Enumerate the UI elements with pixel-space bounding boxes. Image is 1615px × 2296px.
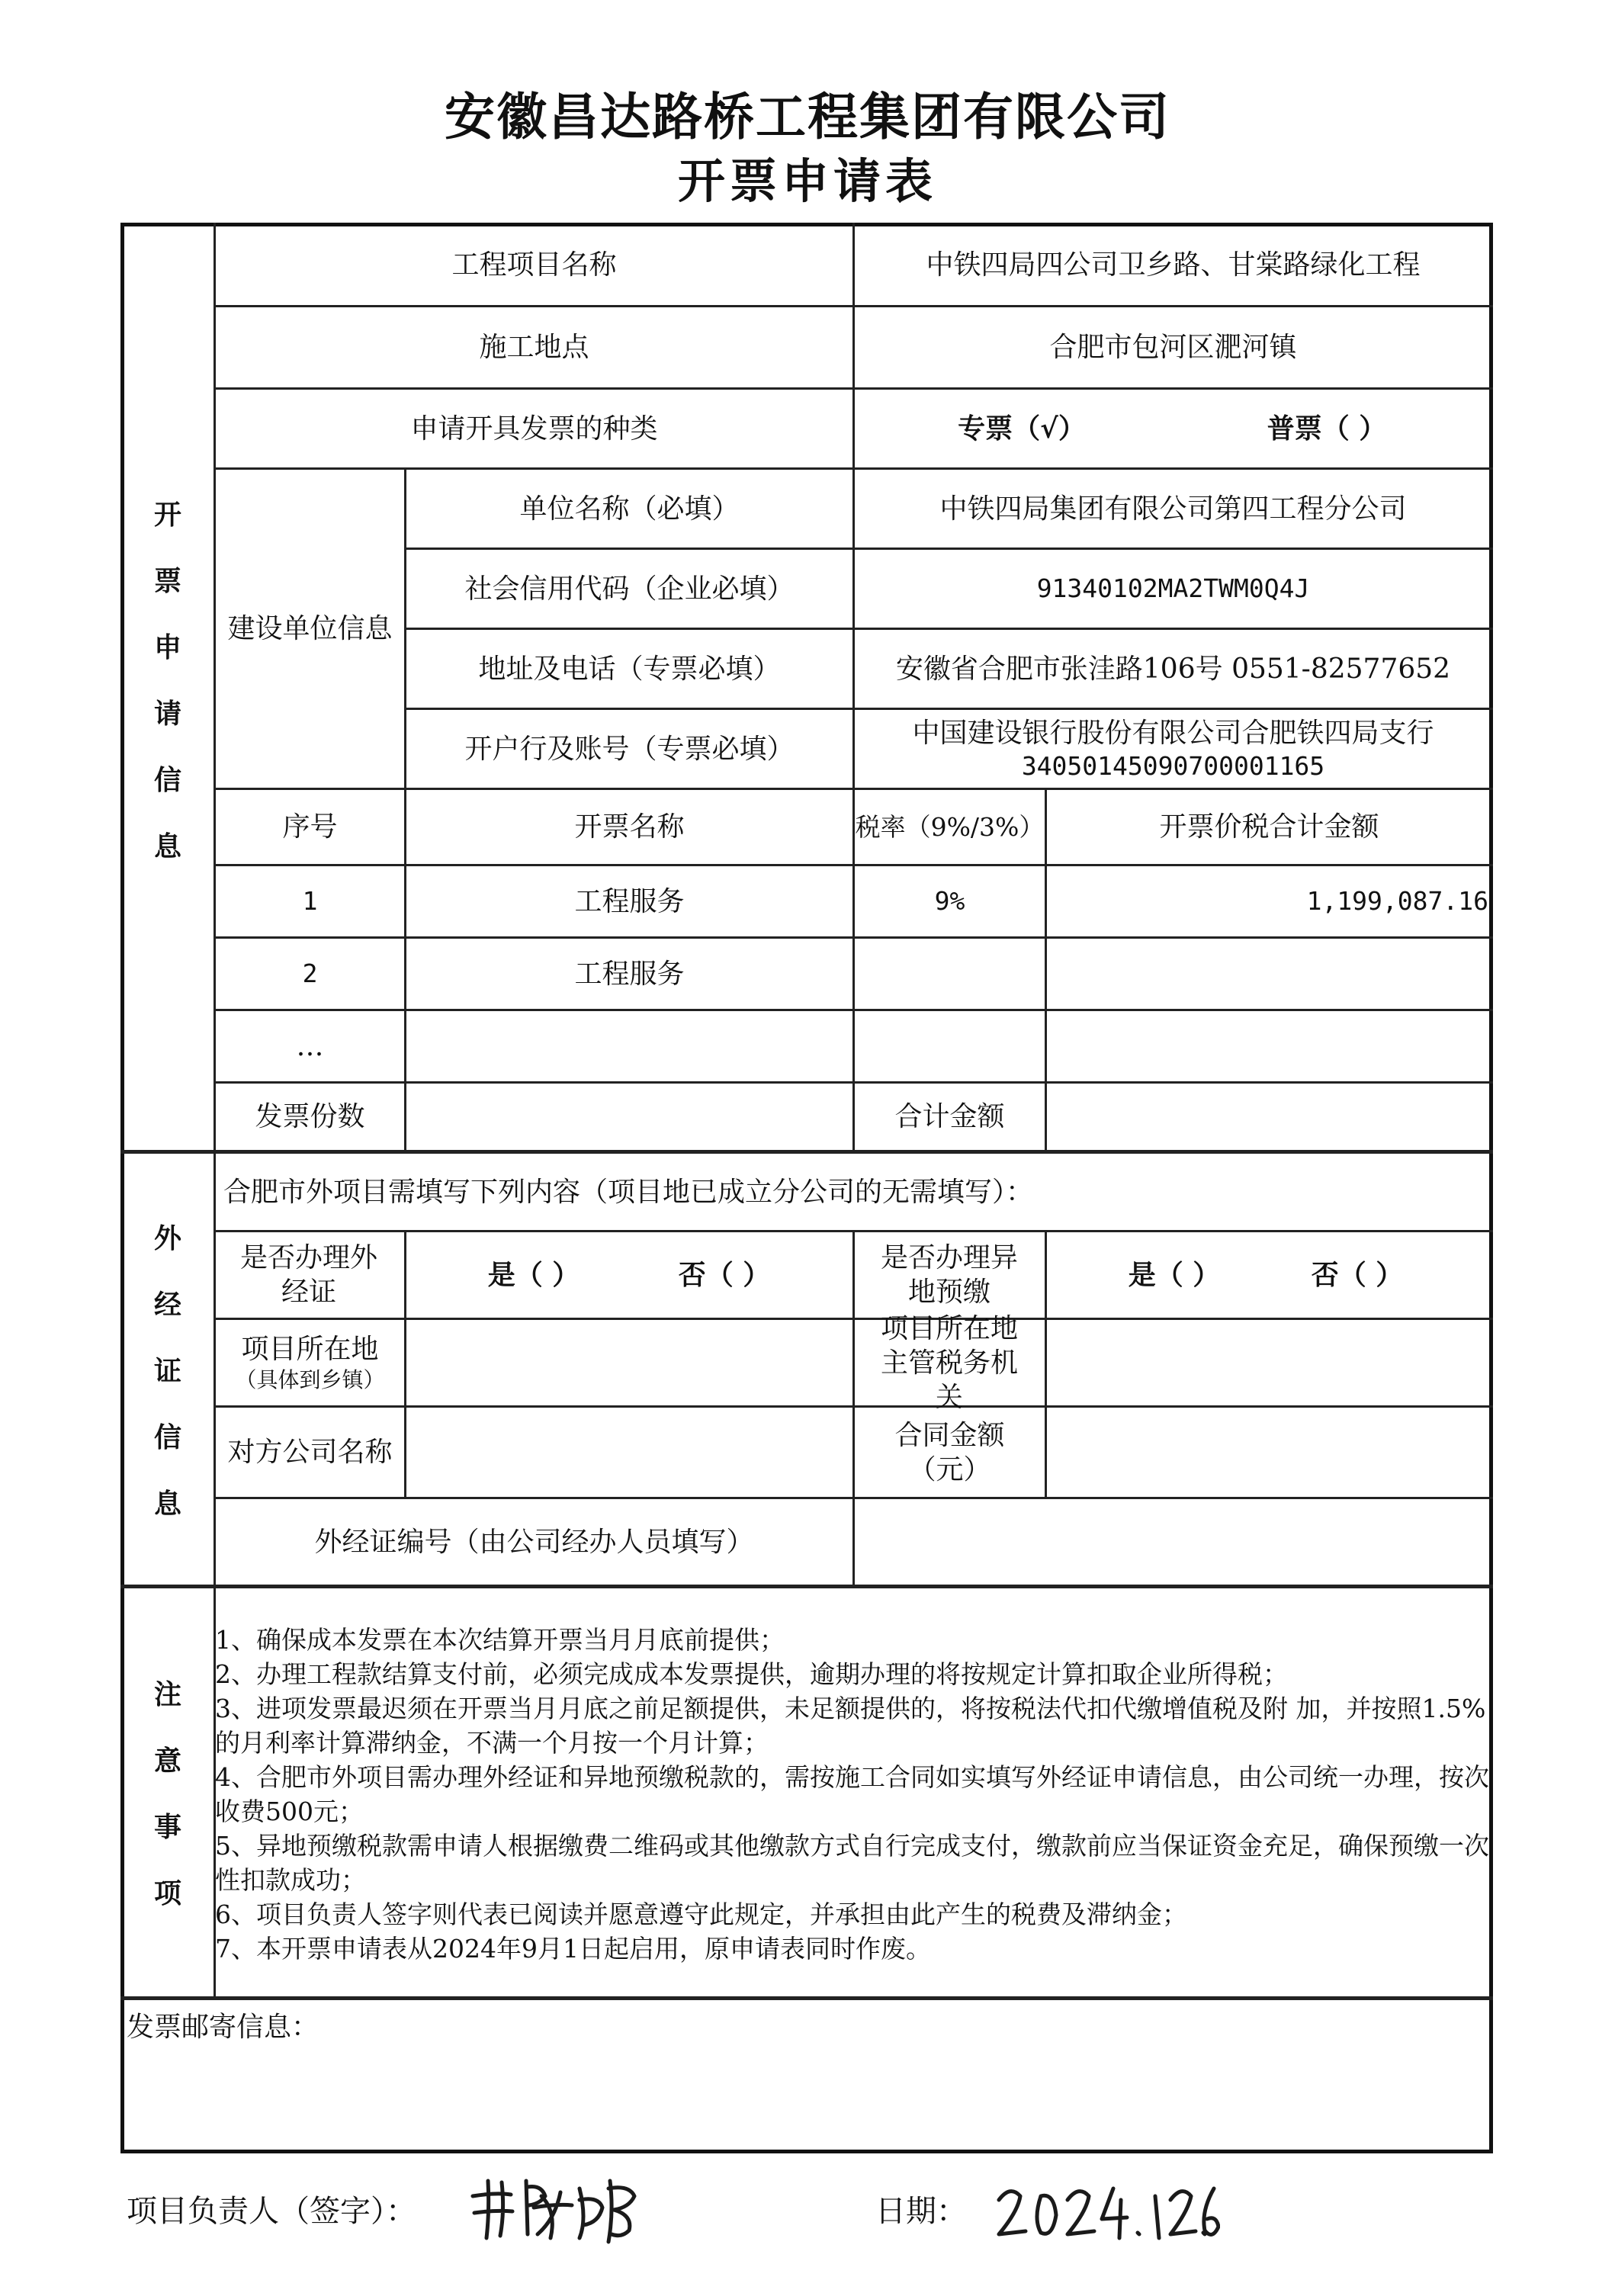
invoice-type-label: 申请开具发票的种类: [410, 413, 658, 445]
signature-image: [465, 2166, 648, 2249]
location-label-text: 项目所在地: [241, 1334, 379, 1365]
site-value: 合肥市包河区淝河镇: [1049, 332, 1297, 363]
outside-permit-no: 否（ ）: [678, 1258, 771, 1291]
note-item: 1、确保成本发票在本次结算开票当月月底前提供；: [215, 1625, 785, 1655]
note-item: 7、本开票申请表从2024年9月1日起启用，原申请表同时作废。: [215, 1934, 931, 1964]
row3-name: [406, 1011, 852, 1081]
project-name-label: 工程项目名称: [451, 249, 617, 281]
header-amount: 开票价税合计金额: [1159, 811, 1379, 843]
row3-amount: [1047, 1011, 1491, 1081]
unit-name-label: 单位名称（必填）: [519, 493, 740, 525]
location-sub-text: （具体到乡镇）: [235, 1367, 385, 1392]
header-name: 开票名称: [574, 811, 685, 843]
outside-permit-yes: 是（ ）: [487, 1258, 580, 1291]
notes-list: [215, 1623, 1493, 1966]
row1-seq: 1: [302, 886, 318, 917]
outside-permit-label: 是否办理外经证: [239, 1242, 377, 1308]
contract-amount-text: 合同金额: [894, 1419, 1005, 1451]
note-item: 2、办理工程款结算支付前，必须完成成本发票提供，逾期办理的将按规定计算扣取企业所得税；: [215, 1659, 1288, 1689]
row2-seq: 2: [302, 959, 318, 989]
row1-name: 工程服务: [574, 885, 685, 917]
company-title: 安徽昌达路桥工程集团有限公司: [445, 87, 1170, 146]
date-label: 日期：: [875, 2194, 967, 2229]
location-label: [216, 1320, 404, 1405]
note-item: 6、项目负责人签字则代表已阅读并愿意遵守此规定，并承担由此产生的税费及滞纳金；: [215, 1899, 1187, 1929]
prepay-label: 是否办理异地预缴: [880, 1242, 1018, 1308]
header-seq: 序号: [282, 811, 338, 843]
col-divider: [404, 1230, 406, 1497]
address-value: 安徽省合肥市张洼路106号 0551-82577652: [895, 653, 1451, 685]
form-title: 开票申请表: [677, 153, 937, 209]
counterparty-label: 对方公司名称: [227, 1437, 393, 1468]
normal-invoice-option: 普票（ ）: [1267, 412, 1387, 445]
note-item: 3、进项发票最迟须在开票当月月底之前足额提供，未足额提供的，将按税法代扣代缴增值税及附 加，并按照1.5%的月利率计算滞纳金，不满一个月按一个月计算；: [215, 1694, 1486, 1758]
address-label: 地址及电话（专票必填）: [478, 653, 781, 685]
col-divider: [1045, 1230, 1047, 1497]
mailing-label: 发票邮寄信息：: [127, 2012, 319, 2043]
project-name-value: 中铁四局四公司卫乡路、甘棠路绿化工程: [926, 249, 1421, 281]
bank-account: 34050145090700001165: [1021, 750, 1325, 781]
note-item: 5、异地预缴税款需申请人根据缴费二维码或其他缴款方式自行完成支付，缴款前应当保证资金充足，确保预缴一次性扣款成功；: [215, 1831, 1489, 1895]
permit-number-label: 外经证编号（由公司经办人员填写）: [314, 1526, 754, 1558]
section-divider: [120, 1585, 1493, 1588]
site-label: 施工地点: [479, 332, 589, 363]
row2-amount: [1047, 939, 1491, 1009]
note-item: 4、合肥市外项目需办理外经证和异地预缴税款的，需按施工合同如实填写外经证申请信息，由公司统一办理，按次收费500元；: [215, 1762, 1489, 1826]
bank-value: [855, 710, 1491, 788]
tax-office-label: 项目所在地主管税务机关: [880, 1312, 1018, 1413]
section-divider: [120, 1996, 1493, 2000]
manager-label: 项目负责人（签字）：: [127, 2194, 416, 2229]
section-label-invoice-info: 开 票 申 请 信 息: [153, 499, 181, 862]
row1-tax-rate: 9%: [934, 886, 965, 917]
row3-seq: …: [296, 1030, 324, 1062]
bank-name: 中国建设银行股份有限公司合肥铁四局支行: [912, 717, 1434, 749]
unit-name-value: 中铁四局集团有限公司第四工程分公司: [939, 493, 1407, 525]
section-label-notes: 注 意 事 项: [153, 1678, 181, 1909]
special-invoice-option: 专票（√）: [958, 412, 1086, 445]
header-tax-rate: 税率（9%/3%）: [855, 811, 1045, 842]
contract-amount-label: [855, 1408, 1045, 1497]
prepay-yes: 是（ ）: [1128, 1258, 1221, 1291]
contract-amount-unit: （元）: [908, 1453, 991, 1485]
handwritten-date: [991, 2173, 1220, 2249]
credit-code-value: 91340102MA2TWM0Q4J: [1036, 573, 1310, 604]
bank-label: 开户行及账号（专票必填）: [464, 733, 795, 765]
section-label-permit-info: 外 经 证 信 息: [153, 1222, 181, 1520]
builder-group-label: 建设单位信息: [227, 613, 393, 644]
prepay-no: 否（ ）: [1311, 1258, 1404, 1291]
row1-amount: 1,199,087.16: [1306, 886, 1488, 917]
copies-label: 发票份数: [255, 1101, 365, 1132]
row2-name: 工程服务: [574, 958, 685, 990]
total-label: 合计金额: [894, 1101, 1005, 1132]
row3-tax-rate: [855, 1011, 1045, 1081]
credit-code-label: 社会信用代码（企业必填）: [464, 573, 795, 605]
row2-tax-rate: [855, 939, 1045, 1009]
permit-instruction: 合肥市外项目需填写下列内容（项目地已成立分公司的无需填写）：: [223, 1176, 1034, 1208]
